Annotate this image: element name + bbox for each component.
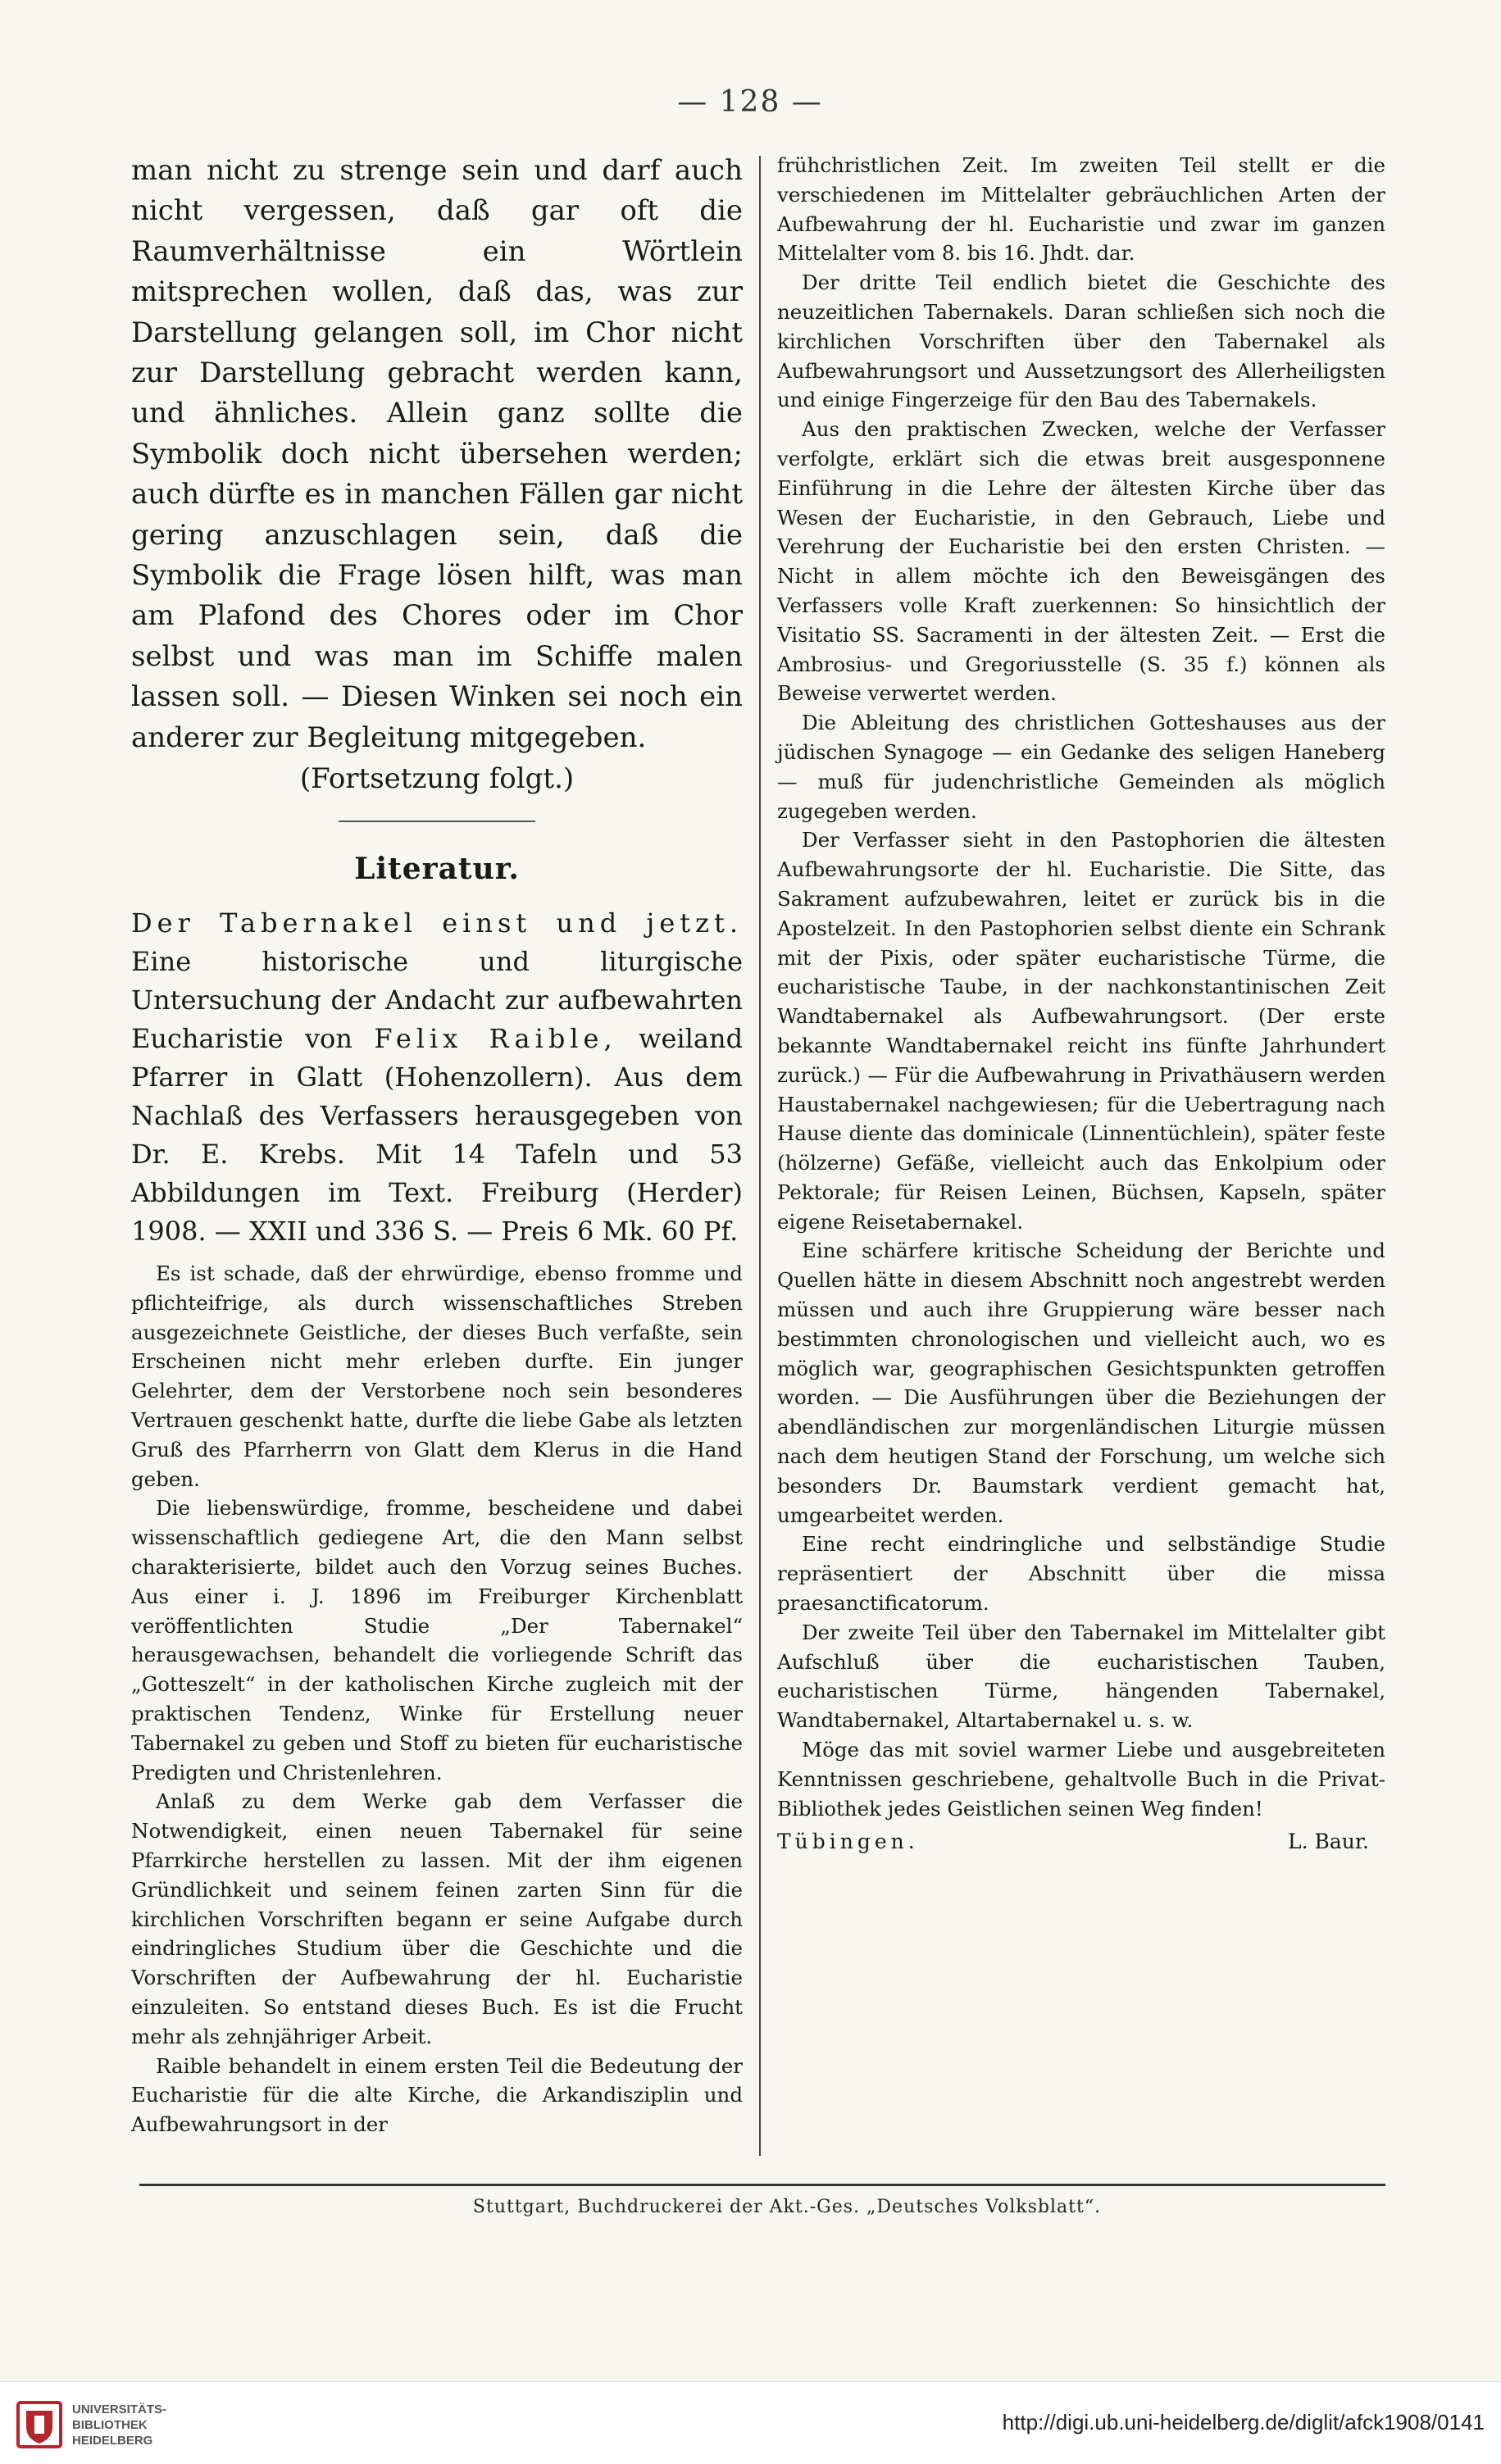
bottom-rule	[139, 2184, 1385, 2186]
book-citation	[131, 904, 743, 1251]
column-divider	[759, 156, 761, 2156]
paragraph: Raible behandelt in einem ersten Teil die Bedeutung der Eucharistie für die alte Kirche, die Arkandisziplin und Aufbewahrungsort in der	[131, 2053, 743, 2137]
source-url-link[interactable]: http://digi.ub.uni-heidelberg.de/diglit/afck1908/0141	[1002, 2410, 1485, 2434]
book-title: Der Tabernakel einst und jetzt.	[131, 907, 743, 939]
book-author: Felix Raible,	[374, 1023, 617, 1055]
library-name-line: BIBLIOTHEK	[72, 2418, 148, 2432]
paragraph: frühchristlichen Zeit. Im zweiten Teil stellt er die verschiedenen im Mittelalter gebräuchlichen Arten der Aufbewahrung der hl. Eucharistie und zwar im ganzen Mittelalter vom 8. bis 16. Jhdt. dar.	[777, 153, 1385, 266]
left-column	[131, 151, 743, 2139]
printer-imprint: Stuttgart, Buchdruckerei der Akt.-Ges. „Deutsches Volksblatt“.	[472, 2197, 1102, 2217]
paragraph: Die liebenswürdige, fromme, bescheidene und dabei wissenschaftlich gediegene Art, die den Mann selbst charakterisierte, bildet auch den Vorzug seines Buches. Aus einer i. J. 1896 im Freiburger Kirchenblatt veröffentlichten Studie „Der Tabernakel“ herausgewachsen, behandelt die vorliegende Schrift das „Gotteszelt“ in der katholischen Kirche zugleich mit der praktischen Tendenz, Winke für Erstellung neuer Tabernakel zu geben und Stoff zu bieten für eucharistische Predigten und Christenlehren.	[131, 1496, 743, 1784]
signature-place: Tübingen.	[777, 1830, 919, 1854]
paragraph: Eine schärfere kritische Scheidung der Berichte und Quellen hätte in diesem Abschnitt noch angestrebt werden müssen und auch ihre Gruppierung wäre besser nach bestimmten chronologischen und vielleicht auch, wo es möglich war, geographischen Gesichtspunkten getroffen worden. — Die Ausführungen über die Beziehungen der abendländischen zur morgenländischen Liturgie müssen nach dem heutigen Stand der Forschung, um welche sich besonders Dr. Baumstark verdient gemacht hat, umgearbeitet werden.	[777, 1239, 1385, 1527]
book-description: Eine historische und liturgische Untersuchung der Andacht zur aufbewahrten Eucharistie von	[131, 946, 743, 1055]
paragraph: Der zweite Teil über den Tabernakel im Mittelalter gibt Aufschluß über die eucharistischen Tauben, eucharistischen Türme, hängenden Tabernakel, Wandtabernakel, Altartabernakel u. s. w.	[777, 1620, 1385, 1733]
right-column	[777, 151, 1385, 1853]
library-name	[72, 2402, 166, 2448]
library-name-line: HEIDELBERG	[72, 2434, 153, 2448]
paragraph: Möge das mit soviel warmer Liebe und ausgebreiteten Kenntnissen geschriebene, gehaltvolle Buch in die Privat-Bibliothek jedes Geistlichen seinen Weg finden!	[777, 1738, 1385, 1821]
library-name-line: UNIVERSITÄTS-	[72, 2403, 167, 2416]
paragraph: Aus den praktischen Zwecken, welche der Verfasser verfolgte, erklärt sich die etwas breit ausgesponnene Einführung in die Lehre der ältesten Kirche über das Wesen der Eucharistie, in den Gebrauch, Liebe und Verehrung der Eucharistie bei den ersten Christen. — Nicht in allem möchte ich den Beweisgängen des Verfassers volle Kraft zuerkennen: So hinsichtlich der Visitatio SS. Sacramenti in der ältesten Zeit. — Erst die Ambrosius- und Gregoriusstelle (S. 35 f.) können als Beweise verwertet werden.	[777, 417, 1385, 706]
book-details: weiland Pfarrer in Glatt (Hohenzollern). Aus dem Nachlaß des Verfassers herausgegeben von Dr. E. Krebs. Mit 14 Tafeln und 53 Abbildungen im Text. Freiburg (Herder) 1908. — XXII und 336 S. — Preis 6 Mk. 60 Pf.	[131, 1023, 744, 1248]
paragraph: man nicht zu strenge sein und darf auch nicht vergessen, daß gar oft die Raumverhältnisse ein Wörtlein mitsprechen wollen, daß das, was zur Darstellung gelangen soll, im Chor nicht zur Darstellung gebracht werden kann, und ähnliches. Allein ganz sollte die Symbolik doch nicht übersehen werden; auch dürfte es in manchen Fällen gar nicht gering anzuschlagen sein, daß die Symbolik die Frage lösen hilft, was man am Plafond des Chores oder im Chor selbst und was man im Schiffe malen lassen soll. — Diesen Winken sei noch ein anderer zur Begleitung mitgegeben.	[131, 154, 743, 754]
signature-name: L. Baur.	[1287, 1830, 1369, 1854]
paragraph: Der dritte Teil endlich bietet die Geschichte des neuzeitlichen Tabernakels. Daran schließen sich noch die kirchlichen Vorschriften über den Tabernakel als Aufbewahrungsort und Aussetzungsort des Allerheiligsten und einige Fingerzeige für den Bau des Tabernakels.	[777, 270, 1385, 412]
review-signature	[777, 1830, 1385, 1853]
continuation-note: (Fortsetzung folgt.)	[299, 762, 575, 796]
paragraph: Die Ableitung des christlichen Gotteshauses aus der jüdischen Synagoge — ein Gedanke des seligen Haneberg — muß für judenchristliche Gemeinden als möglich zugegeben werden.	[777, 711, 1385, 823]
paragraph: Eine recht eindringliche und selbständige Studie repräsentiert der Abschnitt über die missa praesanctificatorum.	[777, 1532, 1385, 1616]
paragraph: Der Verfasser sieht in den Pastophorien die ältesten Aufbewahrungsorte der hl. Eucharistie. Die Sitte, das Sakrament aufzubewahren, leitet er zurück bis in die Apostelzeit. In den Pastophorien selbst diente ein Schrank mit der Pixis, oder später eucharistische Türme, die eucharistische Taube, in der nachkonstantinischen Zeit Wandtabernakel als Aufbewahrungsort. (Der erste bekannte Wandtabernakel reicht ins fünfte Jahrhundert zurück.) — Für die Aufbewahrung in Privathäusern werden Haustabernakel nachgewiesen; für die Uebertragung nach Hause diente das dominicale (Linnentüchlein), später feste (hölzerne) Gefäße, vielleicht auch das Enkolpium oder Pektorale; für Reisen Leinen, Büchsen, Kapseln, später eigene Reisetabernakel.	[777, 828, 1385, 1234]
paragraph: Es ist schade, daß der ehrwürdige, ebenso fromme und pflichteifrige, als durch wissenschaftliches Streben ausgezeichnete Geistliche, der dieses Buch verfaßte, sein Erscheinen nicht mehr erleben durfte. Ein junger Gelehrter, dem der Verstorbene noch sein besonderes Vertrauen geschenkt hatte, durfte die liebe Gabe als letzten Gruß des Pfarrherrn von Glatt dem Klerus in die Hand geben.	[131, 1262, 743, 1491]
page-number: — 128 —	[677, 85, 823, 119]
paragraph: Anlaß zu dem Werke gab dem Verfasser die Notwendigkeit, einen neuen Tabernakel für seine Pfarrkirche herstellen zu lassen. Mit der ihm eigenen Gründlichkeit und seinem feinen zarten Sinn für die kirchlichen Vorschriften begann er seine Aufgabe durch eindringliches Studium über die Geschichte und die Vorschriften der Aufbewahrung der hl. Eucharistie einzuleiten. So entstand dieses Buch. Es ist die Frucht mehr als zehnjähriger Arbeit.	[131, 1789, 743, 2048]
section-divider	[339, 821, 535, 822]
section-heading: Literatur.	[354, 852, 520, 887]
university-seal-icon	[15, 2399, 64, 2450]
